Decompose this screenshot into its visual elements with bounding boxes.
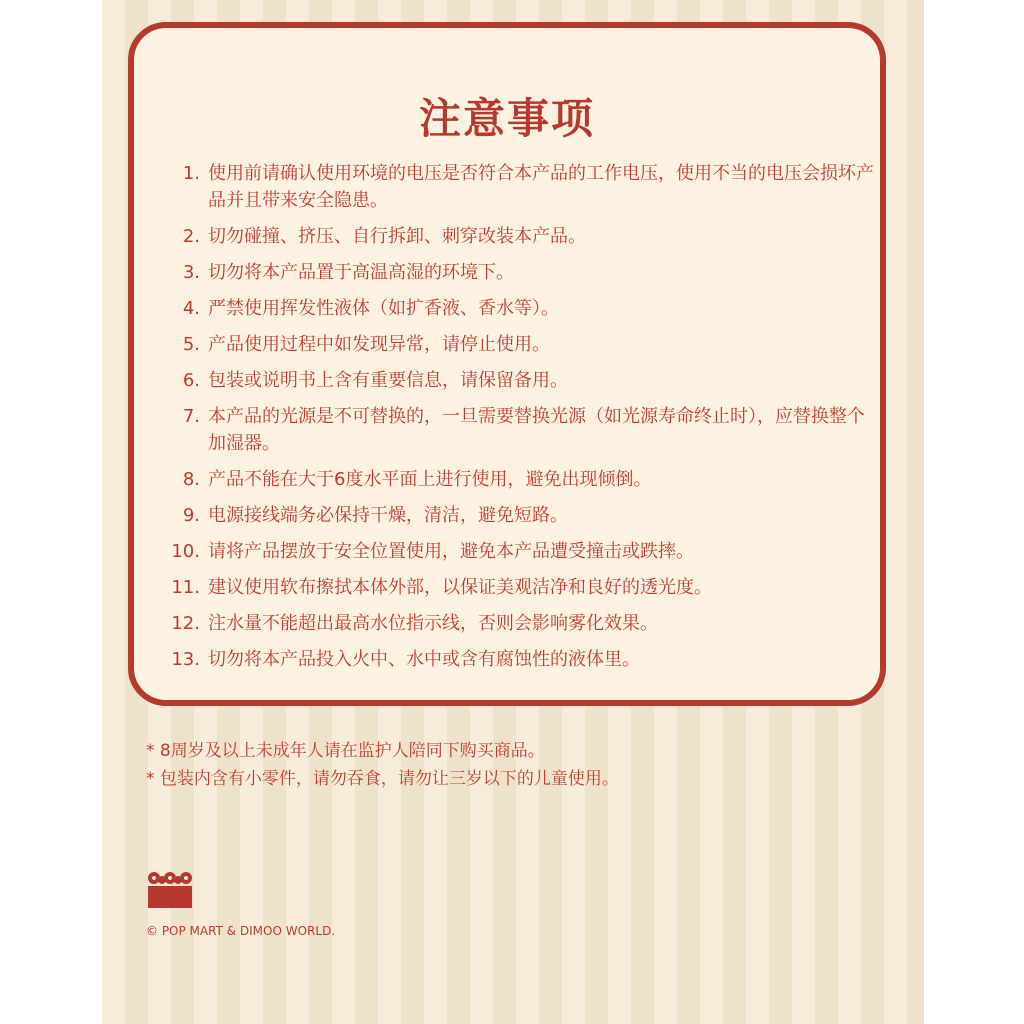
notice-card <box>128 22 886 706</box>
list-item <box>164 502 874 529</box>
list-item <box>164 646 874 673</box>
item-number: 7. <box>182 406 200 427</box>
item-number: 10. <box>171 541 200 562</box>
item-text: 请将产品摆放于安全位置使用，避免本产品遭受撞击或跌摔。 <box>208 541 694 562</box>
list-item <box>164 538 874 565</box>
list-item <box>164 403 874 457</box>
item-number: 4. <box>182 298 200 319</box>
item-number: 13. <box>171 649 200 670</box>
item-number: 9. <box>182 505 200 526</box>
footnotes <box>146 737 619 793</box>
item-text: 包装或说明书上含有重要信息，请保留备用。 <box>208 370 568 391</box>
item-number: 12. <box>171 613 200 634</box>
item-text: 切勿将本产品投入火中、水中或含有腐蚀性的液体里。 <box>208 649 640 670</box>
list-item <box>164 574 874 601</box>
item-text: 使用前请确认使用环境的电压是否符合本产品的工作电压，使用不当的电压会损坏产品并且带来安全隐患。 <box>208 163 874 211</box>
item-number: 3. <box>182 262 200 283</box>
notice-list <box>164 160 874 682</box>
item-number: 1. <box>182 163 200 184</box>
item-text: 切勿碰撞、挤压、自行拆卸、刺穿改装本产品。 <box>208 226 586 247</box>
item-number: 11. <box>171 577 200 598</box>
item-number: 8. <box>182 469 200 490</box>
list-item <box>164 367 874 394</box>
list-item <box>164 295 874 322</box>
item-text: 建议使用软布擦拭本体外部，以保证美观洁净和良好的透光度。 <box>208 577 712 598</box>
item-text: 产品不能在大于6度水平面上进行使用，避免出现倾倒。 <box>208 469 652 490</box>
item-number: 2. <box>182 226 200 247</box>
item-text: 切勿将本产品置于高温高湿的环境下。 <box>208 262 514 283</box>
item-number: 6. <box>182 370 200 391</box>
item-text: 电源接线端务必保持干燥，清洁，避免短路。 <box>208 505 568 526</box>
list-item <box>164 331 874 358</box>
footnote-age: * 8周岁及以上未成年人请在监护人陪同下购买商品。 <box>146 741 545 761</box>
item-text: 注水量不能超出最高水位指示线，否则会影响雾化效果。 <box>208 613 658 634</box>
footnote-small-parts: * 包装内含有小零件，请勿吞食，请勿让三岁以下的儿童使用。 <box>146 769 619 789</box>
item-text: 本产品的光源是不可替换的，一旦需要替换光源（如光源寿命终止时），应替换整个加湿器。 <box>208 406 865 454</box>
page-title: 注意事项 <box>418 94 595 143</box>
copyright-text: © POP MART & DIMOO WORLD. <box>146 924 336 938</box>
list-item <box>164 223 874 250</box>
list-item <box>164 610 874 637</box>
crown-logo-icon <box>146 870 194 910</box>
list-item <box>164 466 874 493</box>
list-item <box>164 259 874 286</box>
item-text: 产品使用过程中如发现异常，请停止使用。 <box>208 334 550 355</box>
list-item <box>164 160 874 214</box>
item-number: 5. <box>182 334 200 355</box>
item-text: 严禁使用挥发性液体（如扩香液、香水等）。 <box>208 298 559 319</box>
